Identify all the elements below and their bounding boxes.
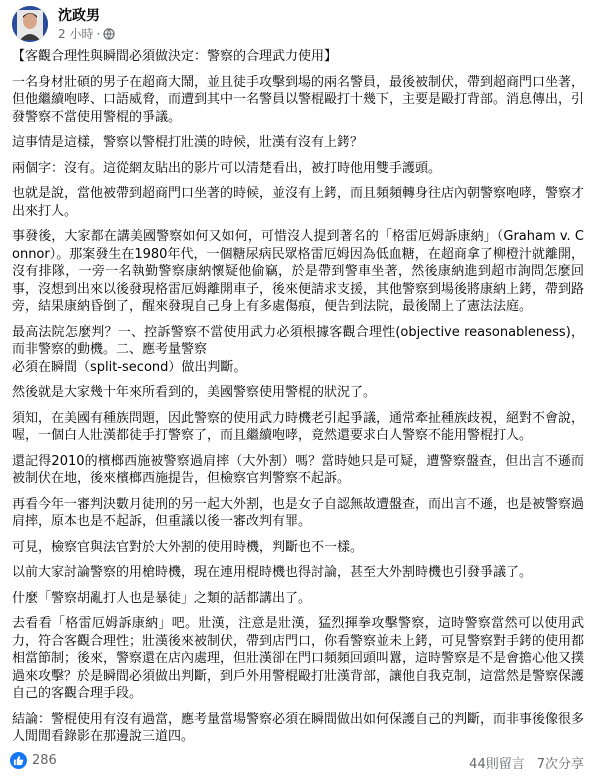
author-name[interactable]: 沈政男 [58, 8, 100, 24]
post-paragraph: 再看今年一審判決數月徒刑的另一起大外割，也是女子自認無故遭盤查，而出言不遜，也是被警察過肩摔，原本也是不起訴，但重議以後一審改判有罪。 [12, 496, 585, 529]
comments-count-link[interactable]: 44則留言 [469, 757, 525, 772]
post-paragraph: 結論：警棍使用有沒有過當，應考量當場警察必須在瞬間做出如何保護自己的判斷，而非事後像很多人閒閒看錄影在那邊說三道四。 [12, 711, 585, 744]
reactions-summary[interactable] [10, 752, 57, 769]
post-paragraph: 去看看「格雷厄姆訴康納」吧。壯漢，注意是壯漢，猛烈揮拳攻擊警察，這時警察當然可以使用武力，符合客觀合理性；壯漢後來被制伏，帶到店門口，你看警察並未上銬，可見警察對手銬的使用都相當節制；後來，警察還在店內處理，但壯漢卻在門口頻頻回頭叫囂，這時警察是不是會擔心他又撲過來攻擊？於是瞬間必須做出判斷，到戶外用警棍毆打壯漢背部，讓他自我克制，這當然是警察保護自己的客觀合理手段。 [12, 616, 585, 701]
globe-icon[interactable] [103, 28, 115, 40]
post-paragraph: 以前大家討論警察的用槍時機，現在連用棍時機也得討論，甚至大外割時機也引發爭議了。 [12, 565, 533, 580]
post-paragraph: 兩個字：沒有。這從網友貼出的影片可以清楚看出，被打時他用雙手護頭。 [12, 160, 442, 176]
post-paragraph: 事發後，大家都在講美國警察如何又如何，可惜沒人提到著名的「格雷厄姆訴康納」（Graham v. Connor）。那案發生在1980年代，一個糖尿病民眾格雷厄姆因為低血糖，在超商拿了柳橙汁就離開，沒有排隊，一旁一名執勤警察康納懷疑他偷竊，於是帶到警車坐著，然後康納進到超市詢問怎麼回事，沒想到出來以後發現格雷厄姆離開車子，後來便請求支援，其他警察到場後將康納上銬，帶到路旁，結果康納昏倒了，醒來發現自己身上有多處傷痕，便告到法院，最後鬧上了憲法法庭。 [12, 229, 585, 314]
meta-separator: · [96, 27, 101, 41]
post-body [12, 48, 584, 754]
post-paragraph: 最高法院怎麼判？一、控訴警察不當使用武力必須根據客觀合理性(objective reasonableness)，而非警察的動機。二、應考量警察 必須在瞬間（split-second）做出判斷。 [12, 324, 584, 375]
post-paragraph: 什麼「警察胡亂打人也是暴徒」之類的話都講出了。 [12, 590, 312, 606]
reaction-count: 286 [32, 753, 57, 768]
post-paragraph: 須知，在美國有種族問題，因此警察的使用武力時機老引起爭議，通常牽扯種族歧視，絕對不會說，喔，一個白人壯漢都徒手打警察了，而且繼續咆哮，竟然還要求白人警察不能用警棍打人。 [12, 410, 585, 443]
post-stats [469, 753, 584, 772]
post-header [0, 0, 594, 48]
like-icon [10, 752, 27, 769]
post-paragraph: 可見，檢察官與法官對於大外割的使用時機，判斷也不一樣。 [12, 539, 364, 555]
post-paragraph: 然後就是大家幾十年來所看到的，美國警察使用警棍的狀況了。 [12, 385, 377, 400]
post-paragraph: 一名身材壯碩的男子在超商大鬧，並且徒手攻擊到場的兩名警員，最後被制伏，帶到超商門口坐著，但他繼續咆哮、口語威脅，而遭到其中一名警員以警棍毆打十幾下，主要是毆打背部。消息傳出，引發警察不當使用警棍的爭議。 [12, 74, 585, 125]
post-time[interactable]: 2 小時 [58, 27, 94, 41]
portrait-avatar-icon [12, 6, 48, 42]
shares-count-link[interactable]: 7次分享 [536, 757, 584, 772]
post-paragraph: 也就是說，當他被帶到超商門口坐著的時候，並沒有上銬，而且頻頻轉身往店內朝警察咆哮，警察才出來打人。 [12, 186, 585, 219]
author-avatar[interactable] [12, 6, 48, 42]
post-meta [58, 26, 115, 42]
post-footer [0, 748, 594, 776]
post-paragraph-title: 【客觀合理性與瞬間必須做決定：警察的合理武力使用】 [12, 49, 338, 64]
post-paragraph: 這事情是這樣，警察以警棍打壯漢的時候，壯漢有沒有上銬？ [12, 135, 364, 150]
post-paragraph: 還記得2010的檳榔西施被警察過肩摔（大外割）嗎？當時她只是可疑，遭警察盤查，但出言不遜而被制伏在地，後來檳榔西施提告，但檢察官判警察不起訴。 [12, 453, 584, 486]
